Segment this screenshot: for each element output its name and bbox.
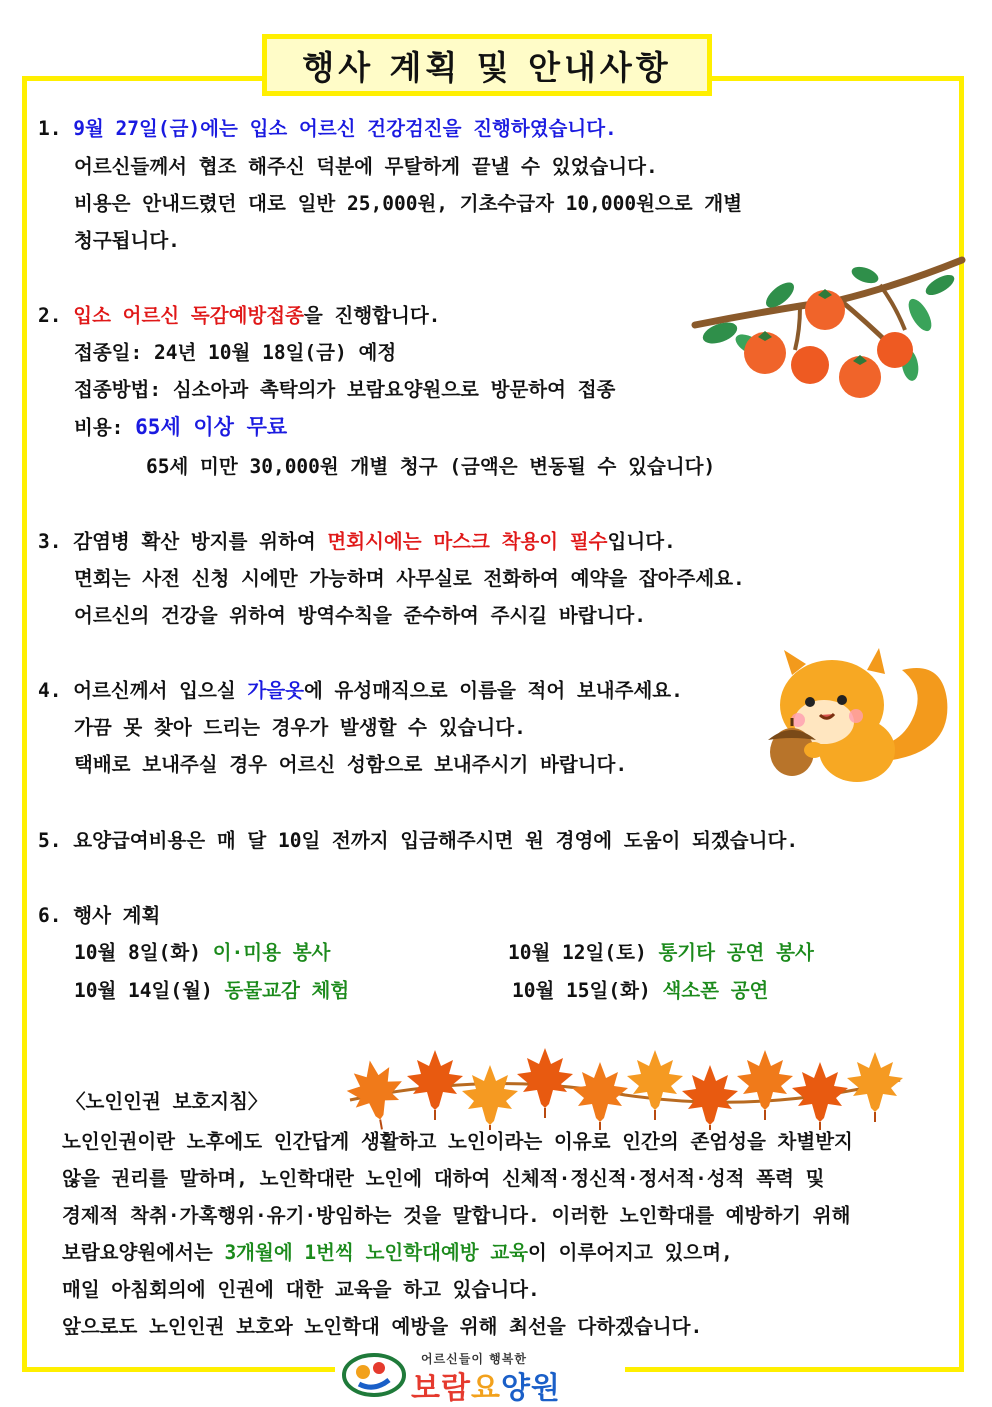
event-name: 색소폰 공연 — [662, 979, 769, 1002]
section-2-line-4 — [74, 414, 287, 441]
event-date: 10월 12일(토) — [508, 941, 659, 964]
section-1-highlight: 9월 27일(금)에는 입소 어르신 건강검진을 진행하였습니다. — [73, 117, 617, 140]
logo-name-part-3: 양원 — [500, 1371, 561, 1406]
logo-name-part-1: 보람 — [411, 1371, 471, 1406]
section-3-highlight: 면회시에는 마스크 착용이 필수 — [327, 530, 608, 553]
section-1-line-4: 청구됩니다. — [74, 229, 180, 252]
event-item — [512, 978, 768, 1004]
section-6-heading-text: 행사 계획 — [73, 904, 161, 927]
rights-line-2: 않을 권리를 말하며, 노인학대란 노인에 대하여 신체적·정신적·정서적·성적 폭력 및 — [62, 1167, 825, 1190]
section-3-line-1 — [38, 529, 676, 555]
section-1-line-3: 비용은 안내드렸던 대로 일반 25,000원, 기초수급자 10,000원으로 개별 — [74, 192, 743, 215]
section-1-number: 1. — [38, 117, 62, 140]
section-4-line-1-a: 어르신께서 입으실 — [73, 679, 248, 702]
section-4-number: 4. — [38, 679, 62, 702]
section-4-line-2: 가끔 못 찾아 드리는 경우가 발생할 수 있습니다. — [74, 716, 526, 739]
event-item — [74, 940, 330, 966]
event-name: 통기타 공연 봉사 — [658, 941, 814, 964]
logo-name — [411, 1363, 561, 1407]
rights-line-4-a: 보람요양원에서는 — [62, 1241, 225, 1264]
section-5-line-1 — [38, 828, 798, 854]
section-1-line-1 — [38, 116, 617, 142]
section-6-heading — [38, 903, 160, 929]
event-name: 동물교감 체험 — [224, 979, 350, 1002]
section-1-line-2: 어르신들께서 협조 해주신 덕분에 무탈하게 끝낼 수 있었습니다. — [74, 155, 658, 178]
section-4-line-1 — [38, 678, 683, 704]
logo-emblem-icon — [341, 1352, 407, 1398]
event-name: 이·미용 봉사 — [212, 941, 331, 964]
event-date: 10월 8일(화) — [74, 941, 213, 964]
event-date: 10월 14일(월) — [74, 979, 225, 1002]
logo-tagline: 어르신들이 행복한 — [421, 1352, 527, 1366]
rights-line-6: 앞으로도 노인인권 보호와 노인학대 예방을 위해 최선을 다하겠습니다. — [62, 1315, 703, 1338]
section-2-line-3: 접종방법: 심소아과 촉탁의가 보람요양원으로 방문하여 접종 — [74, 378, 616, 401]
section-2-line-2: 접종일: 24년 10월 18일(금) 예정 — [74, 341, 397, 364]
section-6-number: 6. — [38, 904, 62, 927]
section-5-number: 5. — [38, 829, 62, 852]
section-2-number: 2. — [38, 304, 62, 327]
rights-highlight: 3개월에 1번씩 노인학대예방 교육 — [224, 1241, 529, 1264]
rights-line-4 — [62, 1240, 733, 1266]
section-2-highlight: 입소 어르신 독감예방접종 — [73, 304, 304, 327]
section-3-line-1-b: 입니다. — [607, 530, 676, 553]
rights-heading: 〈노인인권 보호지침〉 — [66, 1090, 268, 1113]
section-4-highlight: 가을옷 — [247, 679, 304, 702]
section-2-cost-label: 비용: — [74, 416, 136, 439]
section-3-line-3: 어르신의 건강을 위하여 방역수칙을 준수하여 주시길 바랍니다. — [74, 604, 646, 627]
section-2-line-1 — [38, 303, 440, 329]
persimmon-branch-illustration — [690, 255, 968, 415]
section-3-line-1-a: 감염병 확산 방지를 위하여 — [73, 530, 328, 553]
section-2-line-1-rest: 을 진행합니다. — [303, 304, 441, 327]
event-item — [508, 940, 814, 966]
section-5-text: 요양급여비용은 매 달 10일 전까지 입금해주시면 원 경영에 도움이 되겠습니다. — [73, 829, 799, 852]
squirrel-illustration — [752, 640, 952, 790]
section-3-number: 3. — [38, 530, 62, 553]
rights-line-4-b: 이 이루어지고 있으며, — [528, 1241, 733, 1264]
maple-leaves-garland — [340, 1040, 910, 1130]
section-4-line-1-b: 에 유성매직으로 이름을 적어 보내주세요. — [303, 679, 683, 702]
section-3-line-2: 면회는 사전 신청 시에만 가능하며 사무실로 전화하여 예약을 잡아주세요. — [74, 567, 745, 590]
logo-name-part-2: 요 — [470, 1371, 501, 1406]
event-date: 10월 15일(화) — [512, 979, 663, 1002]
event-item — [74, 978, 349, 1004]
section-2-cost-free: 65세 이상 무료 — [135, 415, 288, 439]
page-title: 행사 계획 및 안내사항 — [262, 34, 712, 96]
footer-logo — [335, 1350, 625, 1406]
rights-line-3: 경제적 착취·가혹행위·유기·방임하는 것을 말합니다. 이러한 노인학대를 예방하기 위해 — [62, 1204, 851, 1227]
rights-line-5: 매일 아침회의에 인권에 대한 교육을 하고 있습니다. — [62, 1278, 540, 1301]
rights-line-1: 노인인권이란 노후에도 인간답게 생활하고 노인이라는 이유로 인간의 존엄성을 차별받지 — [62, 1130, 853, 1153]
section-4-line-3: 택배로 보내주실 경우 어르신 성함으로 보내주시기 바랍니다. — [74, 753, 628, 776]
section-2-line-5: 65세 미만 30,000원 개별 청구 (금액은 변동될 수 있습니다) — [146, 455, 716, 478]
